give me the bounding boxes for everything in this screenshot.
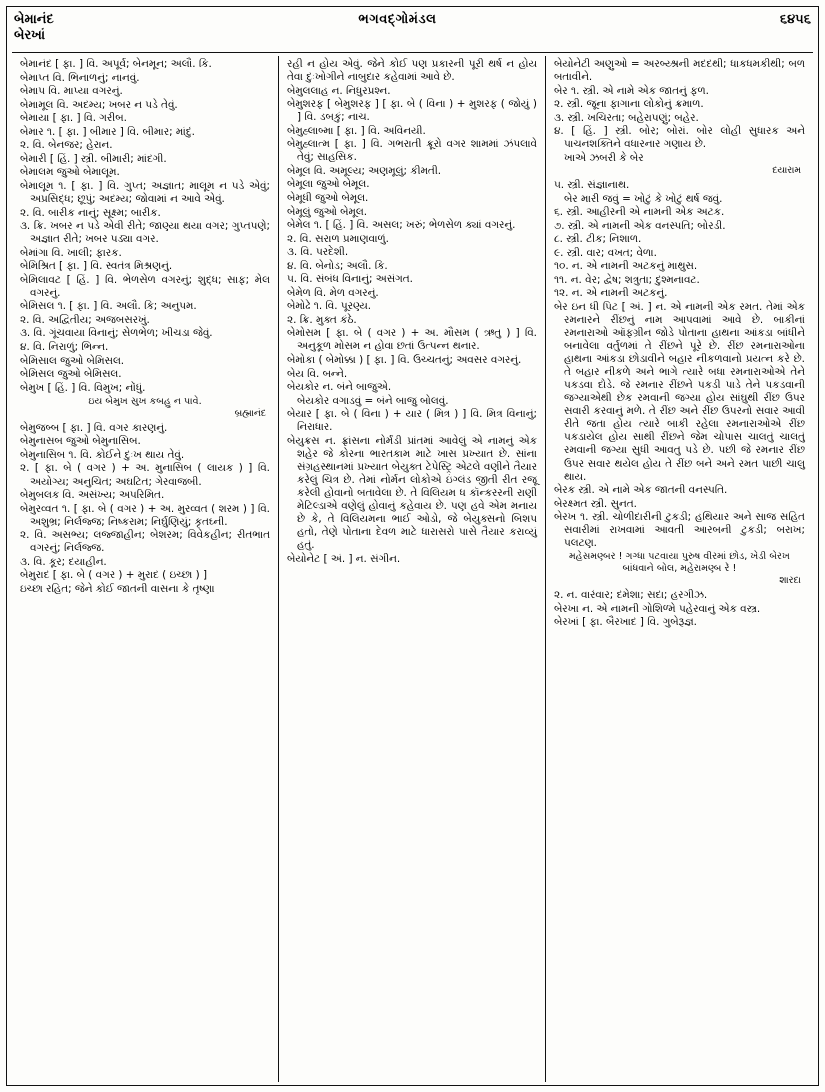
- dictionary-entry: બેમુબલક વિ. અસંખ્ય; અપરિમિત.: [20, 489, 165, 502]
- dictionary-entry: ૨. વિ. બેનજર; હેરાન.: [20, 139, 113, 152]
- dictionary-entry: બેમૂધી જુઓ બેમૂલ.: [286, 191, 369, 204]
- dictionary-entry: બેમોસમ [ ફા. બે ( વગર ) + અ. મૌસમ ( ઋતુ ) ] વિ. અનુકૂળ મોસમ ન હોવા છતાં ઉત્પન્ન થનાર.: [286, 327, 537, 353]
- dictionary-entry: બેરખ ૧. સ્ત્રી. ચોળીદારીની ટુકડી; હથિયાર અને સાજ સહિત સવારીમાં રાખવામાં આવતી આરબની ટુકડી; બરાખ; પલટણ.: [553, 511, 805, 550]
- dictionary-entry: ૭. સ્ત્રી. એ નામની એક વનસ્પતિ; બોરડી.: [553, 219, 726, 232]
- verse-quote: ઇય બેમુખ સુખ કબહુ ન પાવે.: [88, 395, 202, 407]
- dictionary-entry: બેયુક્રસ ન. ફ્રાંસના નોર્મંડી પ્રાંતમાં આવેલું એ નામનું એક શહેર જે કોરના ભારતકામ માટે ખાસ પ્રખ્યાત છે. સાંના સંગ્રહસ્થાનમાં પ્રખ્યાત બેયુક્ત ટેપેસ્ટ્રિ એટલે વણીને તૈયાર કરેલું ચિત્ર છે. તેમાં નોર્મન લોકોએ ઇંગ્લંડ જીતી રીત રજૂ કરેલી હોવાનો બતાવેલા છે. તે વિલિયમ ધ કૉન્કરરની રાણી મેટિલ્ડાએ વણેલું હોવાનું કહેવાય છે. પણ હવે એમ મનાય છે કે, તે વિલિયમના ભાઈ ઓડો, જે બેયુક્સનો બિશપ હતો, તેણે પોતાના દેવળ માટે ધારાસરો પાસે તૈયાર કરાવ્યું હતું.: [286, 434, 537, 552]
- dictionary-entry: બેમોકા ( બેમોક્કા ) [ ફા. ] વિ. ઉચ્ચતનું; અવસર વગરનું.: [286, 354, 522, 367]
- dictionary-entry: ૨. વિ. અદ્વિતીય; અજબસરખું.: [20, 313, 150, 326]
- verse-quote: મહેસમણ્બર ! ગગ્ધા પટવાયા પુરુષ વીરમાં છોડ, ખેડી બેરખ બાંધવાને બોલ, મહેરામણ્બ રે !: [569, 551, 790, 574]
- dictionary-entry: બેર ઇન ધી પિટ [ અં. ] ન. એ નામની એક રમત. તેમાં એક રમનારને રીંછનું નામ આપવામાં આવે છે. બાકીનાં રમનારાઓ ઑફગ્રીન જોડે પોતાના હાથના આંકડા બાંધીને બનાવેલા વર્તુળમાં તે રીંછને પૂરે છે. રીંછ રમનારાઓના હાથના આંકડા છોડાવીને બહાર નીકળવાનો પ્રયત્ન કરે છે. તે બહાર નીકળે અને ભાગે ત્યારે બધા રમનારાઓએ તેને પકડવા દોડે. જે રમનાર રીંછને પકડી પાડે તેને પકડવાની જગ્યાએથી છેક રમવાની જગ્યા હોય સાંઘુથી રીંછ ઉપર સવારી કરવાનું મળે. તે રીંછ અને રીંછ ઉપરનો સવાર આવી રીતે જતા હોય ત્યારે બાકી રહેલા રમનારાઓએ રીંછ પકડાયેલ હોય સાથી રીંછને જેમ ચોપાસ ચાલતું ચાલતું રમવાની જગ્યા સુધી આવતુ પડે છે. પછી જે રમનાર રીંછ ઉપર સવાર થયેલ હોય તે રીંછ બને અને રમત પાછી ચાલુ થાય.: [553, 300, 805, 483]
- dictionary-entry: ૩. સ્ત્રી. ખચિરતા; બહેરાપણું; બહેર.: [553, 111, 699, 124]
- dictionary-entry: ૩. વિ. પરદેશી.: [286, 246, 349, 259]
- dictionary-entry: બેરખા ન. એ નામની ગોશિળ્મે પહેરવાનું એક વસ્ત્ર.: [553, 602, 761, 615]
- dictionary-entry: બેયકોર વગાડવું = બંને બાજુ બોલવું.: [296, 394, 449, 407]
- dictionary-entry: બેયકોર ન. બંને બાજુએ.: [286, 381, 392, 394]
- dictionary-entry: ૨. વિ. સરાળ પ્રમાણવાળું.: [286, 232, 389, 245]
- dictionary-entry: બેરક્ષ્મત સ્ત્રી. સુનત.: [553, 497, 637, 510]
- dictionary-entry: ૨. ક્રિ. મુક્ત કંઠે.: [286, 313, 357, 326]
- dictionary-entry: ૪. વિ. નિરાળું; ભિન્ન.: [20, 340, 109, 353]
- column-3: [546, 56, 813, 1082]
- dictionary-entry: ૧૨. ન. એ નામની અટકનું.: [553, 287, 668, 300]
- dictionary-entry: ૩. ક્રિ. ખબર ન પડે એવી રીતે; જાણ્યા થયા વગર; ગુપ્તપણે; અજ્ઞાત રીતે; ખબર પડ્યા વગર.: [20, 220, 270, 246]
- dictionary-entry: બેમેલ ૧. [ હિં. ] વિ. અસલ; ખરું; ભેળસેળ ક્યાં વગરનું.: [286, 219, 516, 232]
- dictionary-entry: બેમાંગા વિ. ખાલી; ફારક.: [20, 246, 122, 259]
- dictionary-entry: ૯. સ્ત્રી. વાર; વખત; વેળા.: [553, 246, 657, 259]
- dictionary-entry: રહી ન હોય એવું. જેને કોઈ પણ પ્રકારની પૂરી થર્ષ ન હોય તેવા દુઃખોગીને નાબુદાર કહેવામાં આવે છે.: [286, 58, 537, 84]
- guide-word-first: બેમાનંદ: [14, 12, 54, 27]
- dictionary-entry: ૮. સ્ત્રી. ટીક; નિશાળ.: [553, 233, 642, 246]
- dictionary-entry: ૨. સ્ત્રી. જૂના ફાગાના લોકોનું ક્રમાળ.: [553, 98, 704, 111]
- dictionary-entry: બેમુજબ્બ [ ફા. ] વિ. વગર કારણનું.: [20, 421, 168, 434]
- dictionary-entry: બેમામૂલ વિ. અદમ્ય; ખબર ન પડે તેવું.: [20, 98, 178, 111]
- dictionary-entry: બેર ૧. સ્ત્રી. એ નામે એક જાતનું ફળ.: [553, 84, 709, 97]
- dictionary-entry: ૨. ન. વારંવાર; દમેશા; સદા; હરગીઝ.: [553, 589, 708, 601]
- dictionary-entry: બેમૂલ વિ. અમૂલ્ય; અણમૂલું; કીમતી.: [286, 164, 442, 177]
- dictionary-entry: ૪. [ હિં. ] સ્ત્રી. બોર; બોરાં. બોર લોહી સુધારક અને પાચનશક્તિને વધારનાર ગણાય છે.: [553, 125, 805, 151]
- column-2: [279, 56, 546, 1082]
- dictionary-entry: બેયાર [ ફા. બે ( વિના ) + યાર ( મિત્ર ) ] વિ. મિત્ર વિનાનું; નિરાધાર.: [286, 408, 537, 434]
- dictionary-entry: બેમુશરફ [ બેમુશરફ ] [ ફા. બે ( વિના ) + મુશરફ ( જોયું ) ] વિ. ડબકું; નાચ.: [286, 98, 537, 124]
- guide-word-last: બેરખાં: [14, 28, 46, 44]
- dictionary-entry: ૨. [ ફા. બે ( વગર ) + અ. મુનાસિબ ( લાયક ) ] વિ. અયોગ્ય; અનુચિત; અઘટિત; ગેરવાજબી.: [20, 462, 270, 488]
- quote-attribution: શારદા: [779, 575, 801, 587]
- dictionary-entry: ૫. સ્ત્રી. સંજ્ઞાનાથ.: [553, 179, 630, 192]
- quote-attribution: બ્રહ્માનંદ: [234, 408, 266, 420]
- dictionary-entry: બેમુખ [ હિં. ] વિ. વિમુખ; નોંધું.: [20, 381, 146, 394]
- dictionary-entry: ૪. વિ. બેનોડ; અલૌ. કિ.: [286, 259, 388, 272]
- dictionary-entry: બેમુહ્લાત્મ [ ફા. ] વિ. ગભરાતી ક્રૂરો વગર શામમાં ઝંપલાવે તેવું; સાહસિક.: [286, 138, 537, 164]
- dictionary-entry: બેમૂલું જુઓ બેમૂલ.: [286, 205, 368, 218]
- dictionary-entry: ૬. સ્ત્રી. આહીરની એ નામની એક અટક.: [553, 206, 725, 219]
- dictionary-entry: બેમિસલ જુઓ બેમિસલ.: [20, 368, 122, 381]
- header-rule: [12, 52, 813, 53]
- dictionary-entry: બેમુરાદ [ ફા. બે ( વગર ) + મુરાદ ( ઇચ્છા ) ]: [20, 569, 207, 582]
- dictionary-entry: બેરખાં [ ફા. બૈરખાદ ] વિ. ગુબેરૂજ્ઞ.: [553, 616, 697, 629]
- dictionary-entry: બેમુલલાહ ન. નિધુરપ્રશ્ન.: [286, 84, 391, 97]
- dictionary-entry: બેમારી [ હિં. ] સ્ત્રી. બીમારી; માંદગી.: [20, 152, 167, 165]
- dictionary-entry: ૩. વિ. ગૂંચવાયા વિનાનું; સેળભેળ; ખીચડા જેવું.: [20, 327, 213, 340]
- column-1: [12, 56, 279, 1082]
- dictionary-entry: બેમોઢે ૧. વિ. પૂરણ્ય.: [286, 300, 372, 313]
- dictionary-entry: ૧૦. ન. એ નામની અટકનું માથુસ.: [553, 260, 698, 273]
- dictionary-entry: બેમેળ વિ. મેળ વગરનું.: [286, 286, 379, 299]
- dictionary-entry: ઇચ્છા રહિત; જેને કોઈ જાતની વાસના કે તૃષ્ણા: [20, 582, 215, 595]
- page-number: ૬૪૫૬: [779, 12, 811, 27]
- dictionary-entry: બેરક સ્ત્રી. એ નામે એક જાતની વનસ્પતિ.: [553, 484, 728, 497]
- dictionary-entry: ૫. વિ. સંબંધ વિનાનું; અસંગત.: [286, 273, 413, 286]
- dictionary-entry: બેમિશ્રિત [ ફા. ] વિ. સ્વતંત્ર મિશ્રણનું.: [20, 260, 173, 273]
- dictionary-entry: ૨. વિ. બારીક નાનું; સૂક્ષ્મ; બારીક.: [20, 206, 161, 219]
- dictionary-entry: ૩. વિ. કૂર; દયાહીન.: [20, 555, 107, 568]
- text-columns: [12, 56, 813, 1082]
- quote-attribution: દયારામ: [772, 165, 801, 177]
- dictionary-entry: બેમાલૂમ ૧. [ ફા. ] વિ. ગુપ્ત; અજ્ઞાત; માલૂમ ન પડે એવું; અપ્રસિદ્ધ; છૂપું; અદમ્ય; જોવામાં ન આવે એવું.: [20, 179, 270, 205]
- dictionary-entry: બેયોનેટ [ અં. ] ન. સંગીન.: [286, 552, 401, 565]
- dictionary-entry: બેમિસલ ૧. [ ફા. ] વિ. અલૌ. કિ; અનુપમ.: [20, 300, 197, 313]
- dictionary-entry: બેર મારી જવું = ખોટું કે ખોટું થર્ષ જવું.: [563, 192, 723, 205]
- dictionary-entry: બેમાયા [ ફા. ] વિ. ગરીબ.: [20, 112, 127, 125]
- dictionary-entry: બેમુરવ્વત ૧. [ ફા. બે ( વગર ) + અ. મુરવ્વત ( શરમ ) ] વિ. અશુભ્ર; નિર્લજ્જ; નિષ્કરામ; નિર્ઘુણિયું; કૃતઘ્ની.: [20, 502, 270, 528]
- dictionary-entry: ૨. વિ. અસભ્ય; લજ્જાહીન; બેશરમ; વિવેકહીન; રીતભાત વગરનું; નિર્લજ્જ.: [20, 529, 270, 555]
- dictionary-entry: બેય વિ. બન્ને.: [286, 367, 348, 380]
- dictionary-entry: ૧૧. ન. વેર; દ્વેષ; શત્રુતા; દુશ્મનાવટ.: [553, 273, 700, 286]
- dictionary-entry: બેમાલમ જુઓ બેમાલૂમ.: [20, 166, 120, 179]
- dictionary-entry: બેમાર ૧. [ ફા. ] બીમાર ] વિ. બીમાર; માંદું.: [20, 125, 195, 138]
- dictionary-entry: બેમાપ વિ. માપ્યા વગરનું.: [20, 85, 123, 98]
- dictionary-entry: બેયોનેટી અણુઓ = અરબ્ય્શ્રની મદદથી; ધાકધમકીથી; બળ બતાવીને.: [553, 58, 805, 84]
- page-header: [14, 12, 811, 56]
- dictionary-entry: બેમાપ્ત વિ. ભિનાળનું; નાનવું.: [20, 71, 140, 84]
- dictionary-entry: બેમાનંદ [ ફા. ] વિ. અપૂર્વ; બેનમૂન; અલૌ. કિ.: [20, 58, 212, 70]
- dictionary-entry: બેમિલાવટ [ હિં. ] વિ. ભેળસેળ વગરનું; શુદ્ધ; સાફ; મેલ વગરનું.: [20, 273, 270, 299]
- dictionary-entry: બેમુહ્લાબ્મા [ ફા. ] વિ. અવિનયી.: [286, 124, 426, 137]
- dictionary-entry: બેમૂલા જુઓ બેમૂલ.: [286, 178, 370, 191]
- header-guide-words: [14, 12, 54, 45]
- dictionary-entry: બેમુનાસબ જુઓ બેમુનાસિબ.: [20, 435, 141, 448]
- dictionary-entry: બેમુનાસિબ ૧. વિ. કોઈને દુઃખ થાય તેવું.: [20, 448, 185, 461]
- book-title: ભગવદ્ગોમંડલ: [358, 12, 437, 27]
- dictionary-entry: ખાએ ઝબરી કે બેર: [563, 151, 644, 164]
- dictionary-entry: બેમિસાલ જુઓ બેમિસલ.: [20, 354, 125, 367]
